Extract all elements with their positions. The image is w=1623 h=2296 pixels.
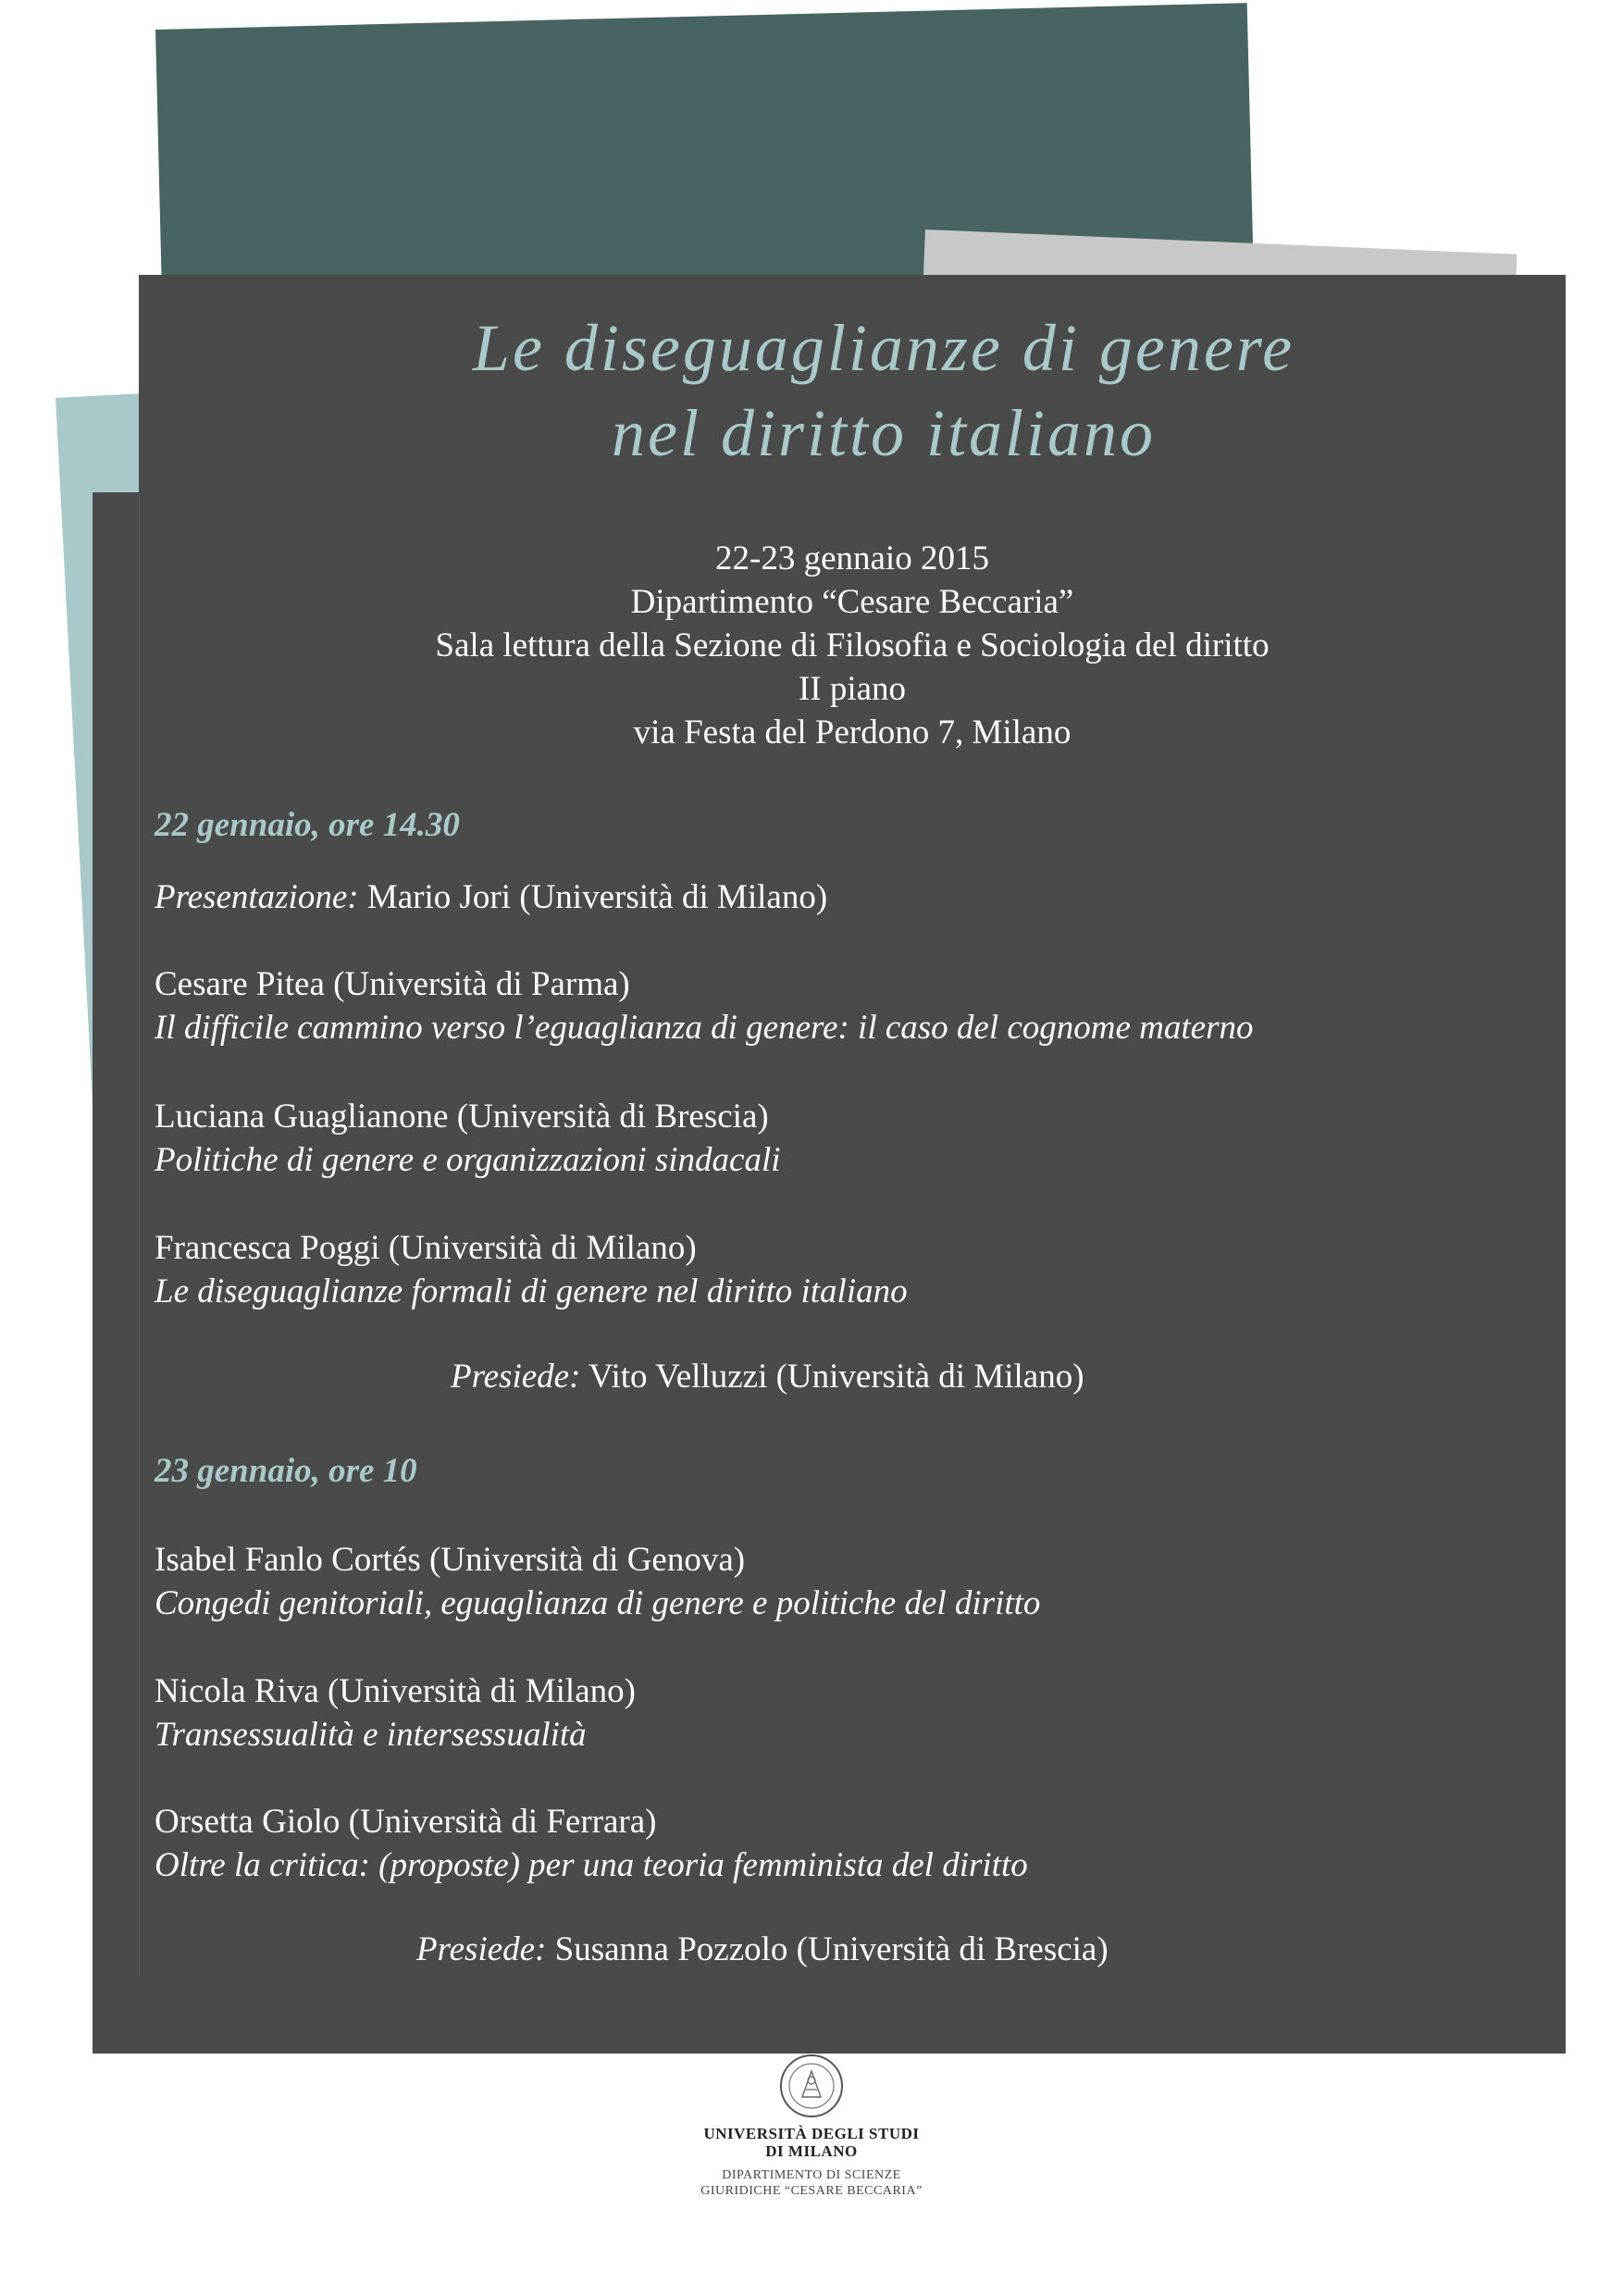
talk-speaker: Isabel Fanlo Cortés (Università di Genova) [155, 1541, 746, 1579]
talk-speaker: Cesare Pitea (Università di Parma) [155, 965, 630, 1003]
event-address: via Festa del Perdono 7, Milano [633, 714, 1072, 751]
department-name-line-2: GIURIDICHE “CESARE BECCARIA” [700, 2184, 923, 2198]
chair-name: Susanna Pozzolo (Università di Brescia) [546, 1930, 1109, 1968]
poster-title [139, 305, 1623, 476]
chair-label: Presiede: [451, 1358, 581, 1396]
day2-heading: 23 gennaio, ore 10 [155, 1452, 417, 1490]
chair-name: Vito Velluzzi (Università di Milano) [580, 1358, 1084, 1396]
talk-speaker: Francesca Poggi (Università di Milano) [155, 1229, 697, 1267]
event-info [139, 537, 1566, 754]
university-name [645, 2125, 978, 2160]
department-name-line-1: DIPARTIMENTO DI SCIENZE [722, 2168, 901, 2182]
talk-speaker: Orsetta Giolo (Università di Ferrara) [155, 1803, 657, 1841]
day1-presentation [155, 875, 827, 919]
day2-talk [155, 1800, 1028, 1887]
presentation-speaker: Mario Jori (Università di Milano) [358, 878, 828, 916]
university-name-line-2: DI MILANO [765, 2142, 858, 2160]
day2-chair [416, 1930, 1109, 1969]
talk-title: Congedi genitoriali, eguaglianza di genere e politiche del diritto [155, 1584, 1041, 1622]
department-name [645, 2167, 978, 2199]
event-department: Dipartimento “Cesare Beccaria” [630, 583, 1074, 621]
day1-talk [155, 1095, 781, 1182]
day1-talk [155, 1226, 908, 1313]
event-room: Sala lettura della Sezione di Filosofia e Sociologia del diritto [435, 627, 1270, 664]
university-name-line-1: UNIVERSITÀ DEGLI STUDI [703, 2125, 920, 2142]
chair-label: Presiede: [416, 1930, 547, 1968]
title-line-1: Le diseguaglianze di genere [472, 311, 1295, 385]
day2-talk [155, 1538, 1040, 1625]
talk-title: Oltre la critica: (proposte) per una teoria femminista del diritto [155, 1846, 1028, 1884]
day1-chair [451, 1357, 1084, 1396]
talk-title: Le diseguaglianze formali di genere nel diritto italiano [155, 1272, 908, 1310]
event-dates: 22-23 gennaio 2015 [715, 540, 989, 577]
presentation-label: Presentazione: [155, 878, 359, 916]
talk-speaker: Luciana Guaglianone (Università di Brescia) [155, 1098, 769, 1136]
talk-title: Politiche di genere e organizzazioni sindacali [155, 1141, 781, 1179]
day1-talk [155, 962, 1254, 1049]
talk-speaker: Nicola Riva (Università di Milano) [155, 1672, 636, 1710]
talk-title: Transessualità e intersessualità [155, 1716, 587, 1754]
university-logo [645, 2053, 978, 2199]
talk-title: Il difficile cammino verso l’eguaglianza di genere: il caso del cognome materno [155, 1009, 1254, 1047]
university-seal-icon [778, 2053, 845, 2119]
day2-talk [155, 1669, 636, 1756]
day1-heading: 22 gennaio, ore 14.30 [155, 806, 460, 844]
event-floor: II piano [798, 670, 907, 708]
title-line-2: nel diritto italiano [611, 396, 1156, 470]
